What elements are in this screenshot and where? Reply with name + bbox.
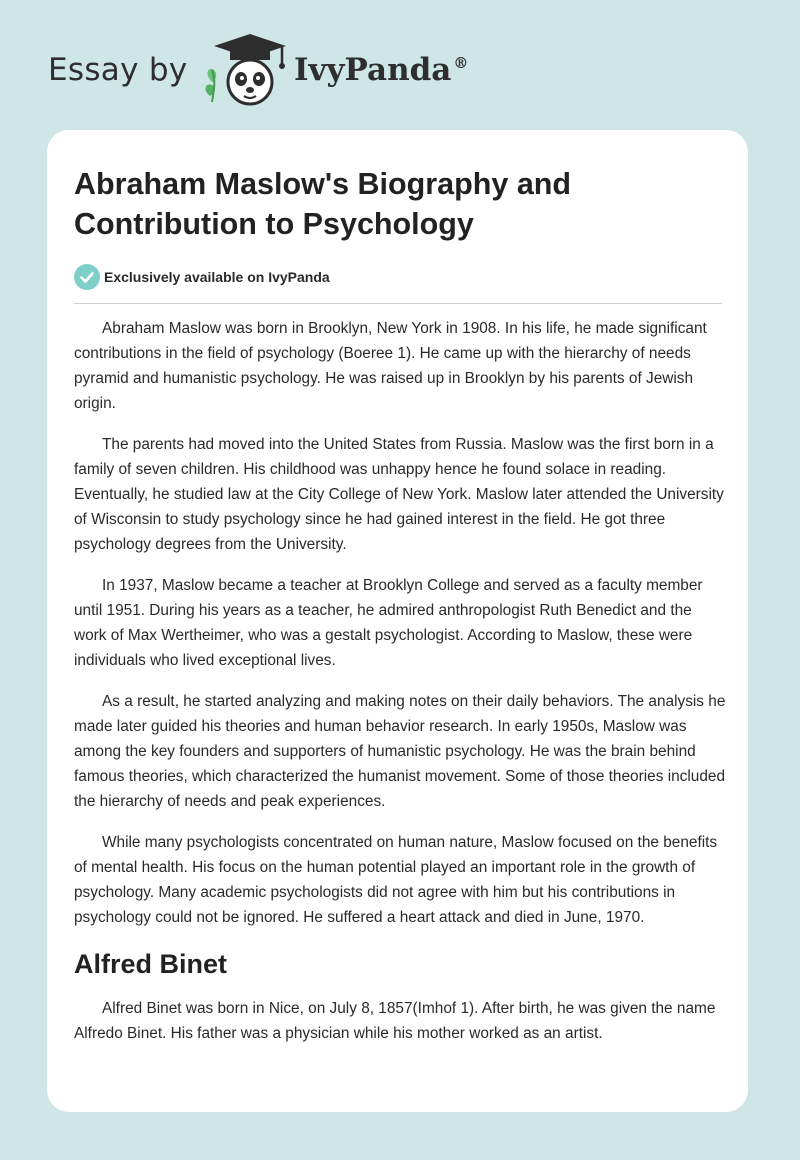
section-heading: Alfred Binet	[74, 949, 228, 979]
paragraph: Alfred Binet was born in Nice, on July 8, 1857(Imhof 1). After birth, he was given the name Alfredo Binet. His father was a physician while his mother worked as an artist.	[74, 1000, 716, 1042]
essay-by-label: Essay by	[48, 52, 188, 88]
site-header	[48, 30, 548, 110]
badge-label: Exclusively available on IvyPanda	[104, 269, 330, 285]
essay-body	[74, 316, 726, 1062]
check-icon	[74, 264, 100, 290]
page-title: Abraham Maslow's Biography and Contribution to Psychology	[74, 167, 572, 241]
paragraph: In 1937, Maslow became a teacher at Brooklyn College and served as a faculty member until 1951. During his years as a teacher, he admired anthropologist Ruth Benedict and the work of Max Wertheimer, who was a gestalt psychologist. According to Maslow, these were individuals who lived exceptional lives.	[74, 577, 703, 669]
paragraph: As a result, he started analyzing and making notes on their daily behaviors. The analysis he made later guided his theories and human behavior research. In early 1950s, Maslow was among the key founders and supporters of humanistic psychology. He was the brain behind famous theories, which characterized the humanist movement. Some of those theories included the hierarchy of needs and peak experiences.	[74, 693, 726, 810]
paragraph: The parents had moved into the United States from Russia. Maslow was the first born in a family of seven children. His childhood was unhappy hence he found solace in reading. Eventually, he studied law at the City College of New York. Maslow later attended the University of Wisconsin to study psychology since he had gained interest in the field. He got three psychology degrees from the University.	[74, 436, 724, 553]
panda-logo-icon[interactable]	[202, 30, 292, 108]
ivy-leaf-icon	[206, 69, 217, 102]
paragraph: Abraham Maslow was born in Brooklyn, New York in 1908. In his life, he made significant contributions in the field of psychology (Boeree 1). He came up with the hierarchy of needs pyramid and humanistic psychology. He was raised up in Brooklyn by his parents of Jewish origin.	[74, 320, 707, 412]
brand-name[interactable]: IvyPanda ®	[294, 52, 469, 88]
paragraph: While many psychologists concentrated on human nature, Maslow focused on the benefits of mental health. His focus on the human potential played an important role in the growth of psychology. Many academic psychologists did not agree with him but his contributions in psychology could not be ignored. He suffered a heart attack and died in June, 1970.	[74, 834, 718, 926]
essay-card	[47, 130, 748, 1112]
divider	[74, 303, 722, 304]
registered-mark: ®	[453, 54, 469, 72]
